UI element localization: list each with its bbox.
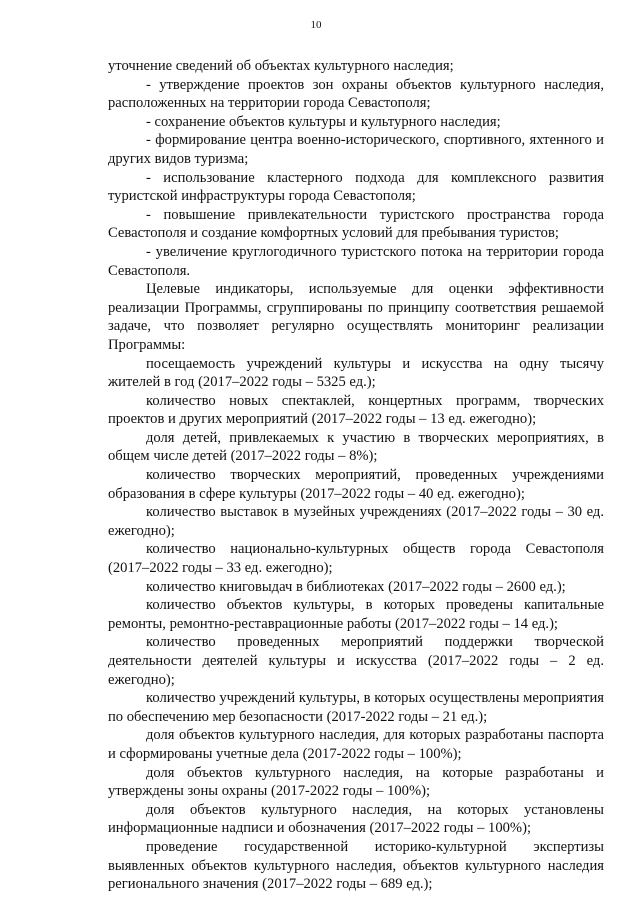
list-item: - формирование центра военно-исторического, спортивного, яхтенного и других видов туризма; — [108, 132, 604, 167]
list-item: - утверждение проектов зон охраны объектов культурного наследия, расположенных на территории города Севастополя; — [108, 76, 604, 112]
indicator-item: количество новых спектаклей, концертных программ, творческих проектов и других мероприятий (2017–2022 годы – 13 ед. ежегодно); — [108, 392, 604, 428]
indicator-item: количество проведенных мероприятий поддержки творческой деятельности деятелей культуры и искусства (2017–2022 годы – 2 ед. ежегодно); — [108, 634, 604, 688]
document-body — [108, 57, 604, 894]
indicator-item: доля детей, привлекаемых к участию в творческих мероприятиях, в общем числе детей (2017–2022 годы – 8%); — [108, 429, 604, 465]
paragraph: уточнение сведений об объектах культурного наследия; — [108, 58, 454, 74]
list-item: - повышение привлекательности туристского пространства города Севастополя и создание комфортных условий для пребывания туристов; — [108, 206, 604, 242]
indicator-item: количество объектов культуры, в которых проведены капитальные ремонты, ремонтно-реставрационные работы (2017–2022 годы – 14 ед.); — [108, 597, 604, 632]
indicator-item: посещаемость учреждений культуры и искусства на одну тысячу жителей в год (2017–2022 годы – 5325 ед.); — [108, 355, 604, 391]
page-number: 10 — [310, 19, 322, 31]
indicator-item: доля объектов культурного наследия, на которых установлены информационные надписи и обозначения (2017–2022 годы – 100%); — [108, 801, 604, 837]
indicator-item: количество учреждений культуры, в которых осуществлены мероприятия по обеспечению мер безопасности (2017-2022 годы – 21 ед.); — [108, 690, 604, 725]
list-item: - использование кластерного подхода для комплексного развития туристской инфраструктуры города Севастополя; — [108, 169, 604, 205]
indicator-item: проведение государственной историко-культурной экспертизы выявленных объектов культурного наследия, объектов культурного наследия регионального значения (2017–2022 годы – 689 ед.); — [108, 838, 604, 893]
list-item: - увеличение круглогодичного туристского потока на территории города Севастополя. — [108, 243, 604, 279]
indicator-item: количество творческих мероприятий, проведенных учреждениями образования в сфере культуры (2017–2022 годы – 40 ед. ежегодно); — [108, 467, 604, 502]
indicator-item: количество национально-культурных обществ города Севастополя (2017–2022 годы – 33 ед. ежегодно); — [108, 541, 604, 577]
list-item: - сохранение объектов культуры и культурного наследия; — [146, 113, 501, 130]
indicator-item: доля объектов культурного наследия, для которых разработаны паспорта и сформированы учетные дела (2017-2022 годы – 100%); — [108, 727, 604, 762]
indicator-item: доля объектов культурного наследия, на которые разработаны и утверждены зоны охраны (2017-2022 годы – 100%); — [108, 764, 604, 800]
indicator-item: количество книговыдач в библиотеках (2017–2022 годы – 2600 ед.); — [146, 578, 566, 595]
indicator-item: количество выставок в музейных учреждениях (2017–2022 годы – 30 ед. ежегодно); — [108, 504, 604, 539]
paragraph: Целевые индикаторы, используемые для оценки эффективности реализации Программы, сгруппированы по принципу соответствия решаемой задаче, что позволяет регулярно осуществлять мониторинг реализации Программы: — [108, 281, 604, 353]
